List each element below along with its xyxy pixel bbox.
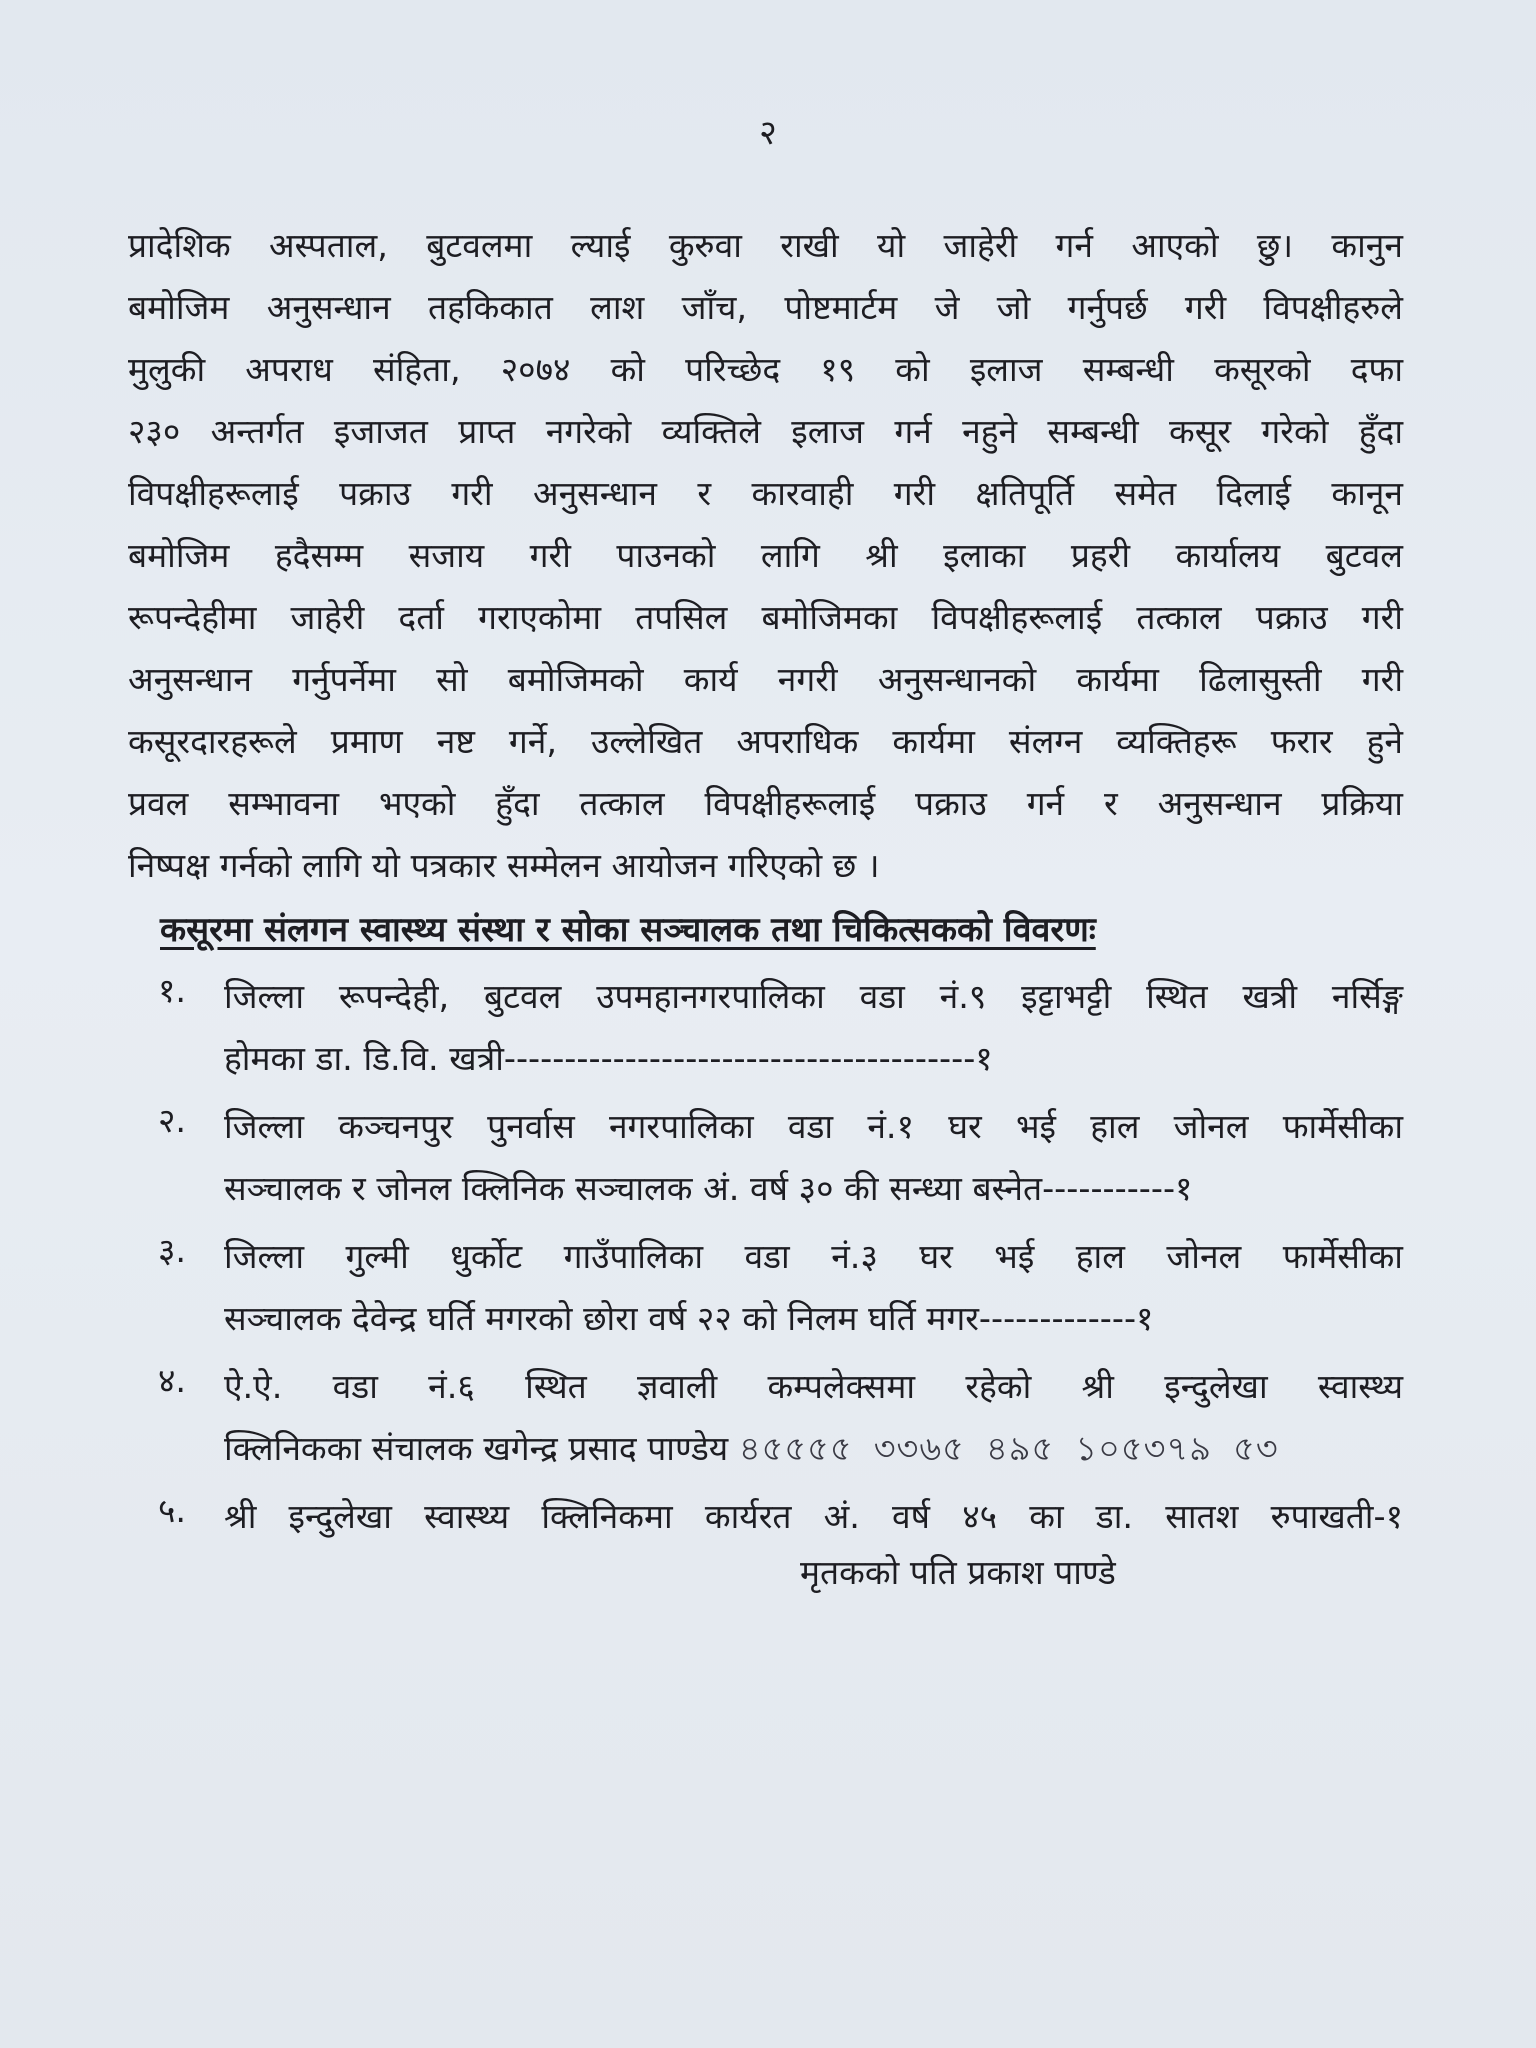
item-line: सञ्चालक देवेन्द्र घर्ति मगरको छोरा वर्ष २२ को निलम घर्ति मगर-------------१ [224, 1299, 1154, 1338]
paragraph-line: बमोजिम हदैसम्म सजाय गरी पाउनको लागि श्री इलाका प्रहरी कार्यालय बुटवल [128, 536, 1403, 575]
paragraph-line: मुलुकी अपराध संहिता, २०७४ को परिच्छेद १९ को इलाज सम्बन्धी कसूरको दफा [128, 350, 1403, 389]
paragraph-line: निष्पक्ष गर्नको लागि यो पत्रकार सम्मेलन आयोजन गरिएको छ । [128, 846, 880, 885]
item-number: २. [158, 1101, 187, 1140]
paragraph-line: रूपन्देहीमा जाहेरी दर्ता गराएकोमा तपसिल बमोजिमका विपक्षीहरूलाई तत्काल पक्राउ गरी [128, 598, 1403, 637]
accused-list [158, 966, 1403, 1554]
item-number: १. [158, 971, 187, 1010]
paragraph-line: २३० अन्तर्गत इजाजत प्राप्त नगरेको व्यक्तिले इलाज गर्न नहुने सम्बन्धी कसूर गरेको हुँदा [128, 412, 1403, 451]
item-line: जिल्ला गुल्मी धुर्कोट गाउँपालिका वडा नं.३ घर भई हाल जोनल फार्मेसीका [224, 1237, 1403, 1276]
paragraph-line: बमोजिम अनुसन्धान तहकिकात लाश जाँच, पोष्टमार्टम जे जो गर्नुपर्छ गरी विपक्षीहरुले [128, 288, 1403, 327]
item-line [224, 1418, 1403, 1480]
item-number: ४. [158, 1361, 187, 1400]
item-text: क्लिनिकका संचालक खगेन्द्र प्रसाद पाण्डेय [224, 1429, 729, 1468]
list-item [158, 1096, 1403, 1220]
paragraph-line: अनुसन्धान गर्नुपर्नेमा सो बमोजिमको कार्य नगरी अनुसन्धानको कार्यमा ढिलासुस्ती गरी [128, 660, 1403, 699]
overprinted-text: ৪৫৫৫৫ ৩৩৬৫ ৪৯৫ ১০৫৩৭৯ ৫৩ [738, 1429, 1279, 1468]
paragraph-line: प्रादेशिक अस्पताल, बुटवलमा ल्याई कुरुवा राखी यो जाहेरी गर्न आएको छु। कानुन [128, 226, 1403, 265]
paragraph-line: प्रवल सम्भावना भएको हुँदा तत्काल विपक्षीहरूलाई पक्राउ गर्न र अनुसन्धान प्रक्रिया [128, 784, 1403, 823]
list-item [158, 1486, 1403, 1548]
item-number: ५. [158, 1491, 187, 1530]
list-item [158, 1226, 1403, 1350]
item-line: होमका डा. डि.वि. खत्री---------------------------------------१ [224, 1039, 993, 1078]
signature-line: मृतकको पति प्रकाश पाण्डे [800, 1553, 1116, 1592]
item-line: जिल्ला कञ्चनपुर पुनर्वास नगरपालिका वडा नं.१ घर भई हाल जोनल फार्मेसीका [224, 1107, 1403, 1146]
page-number: २ [759, 113, 777, 153]
list-item [158, 966, 1403, 1090]
item-line: जिल्ला रूपन्देही, बुटवल उपमहानगरपालिका वडा नं.९ इट्टाभट्टी स्थित खत्री नर्सिङ्ग [224, 977, 1403, 1016]
list-item [158, 1356, 1403, 1480]
body-paragraph [128, 215, 1403, 897]
paragraph-line: विपक्षीहरूलाई पक्राउ गरी अनुसन्धान र कारवाही गरी क्षतिपूर्ति समेत दिलाई कानून [128, 474, 1403, 513]
item-line: श्री इन्दुलेखा स्वास्थ्य क्लिनिकमा कार्यरत अं. वर्ष ४५ का डा. सातश रुपाखती-१ [224, 1497, 1403, 1536]
item-number: ३. [158, 1231, 187, 1270]
item-line: सञ्चालक र जोनल क्लिनिक सञ्चालक अं. वर्ष ३० की सन्ध्या बस्नेत-----------१ [224, 1169, 1193, 1208]
section-heading: कसूरमा संलगन स्वास्थ्य संस्था र सोका सञ्चालक तथा चिकित्सकको विवरणः [160, 910, 1096, 950]
item-line: ऐ.ऐ. वडा नं.६ स्थित ज्ञवाली कम्पलेक्समा रहेको श्री इन्दुलेखा स्वास्थ्य [224, 1367, 1403, 1406]
paragraph-line: कसूरदारहरूले प्रमाण नष्ट गर्ने, उल्लेखित अपराधिक कार्यमा संलग्न व्यक्तिहरू फरार हुने [128, 722, 1403, 761]
